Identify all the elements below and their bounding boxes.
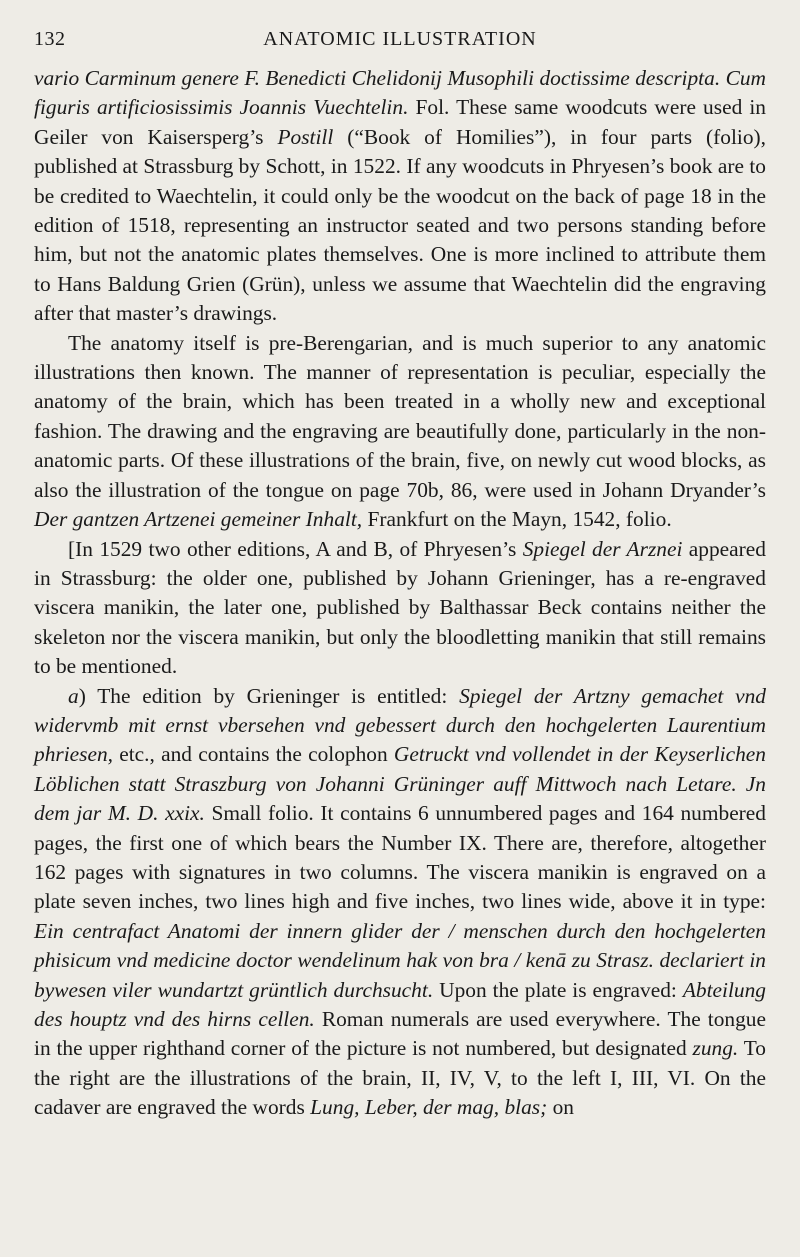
- text-run: [In 1529 two other editions, A and B, of Phryesen’s: [68, 536, 523, 561]
- running-title: ANATOMIC ILLUSTRATION: [263, 28, 537, 50]
- text-run: Roman numerals are used everywhere. The tongue in the upper righthand corner of the picture is not numbered, but designated: [34, 1007, 766, 1061]
- text-run: on: [547, 1095, 574, 1120]
- paragraph: [34, 535, 766, 682]
- text-run: Upon the plate is engraved:: [433, 977, 683, 1002]
- body-text: [34, 64, 766, 1123]
- italic-text: Abteilung des houptz vnd des hirns cellen.: [34, 977, 766, 1031]
- paragraph: [34, 682, 766, 1123]
- paragraph: [34, 64, 766, 329]
- text-run: Small folio. It contains 6 unnumbered pages and 164 numbered pages, the first one of which bears the Number IX. There are, therefore, altogether 162 pages with signatures in two columns. The viscera manikin is engraved on a plate seven inches, two lines high and five inches, two lines wide, above it in type:: [34, 801, 766, 914]
- running-header: [34, 24, 766, 64]
- italic-text: zung.: [692, 1036, 739, 1061]
- text-run: Fol. These same woodcuts were used in Geiler von Kaisersperg’s: [34, 95, 766, 149]
- paragraph: [34, 329, 766, 535]
- text-run: Frankfurt on the Mayn, 1542, folio.: [362, 507, 672, 532]
- italic-text: Ein centrafact Anatomi der innern glider der / menschen durch den hochgelerten phisicum vnd medicine doctor wendelinum hak von bra / kenā zu Strasz. declariert in bywesen viler wundartzt grüntlich durchsucht.: [34, 918, 766, 1002]
- text-run: To the right are the illustrations of the brain, II, IV, V, to the left I, III, VI. On the cadaver are engraved the words: [34, 1036, 766, 1120]
- italic-text: Getruckt vnd vollendet in der Keyserlichen Löblichen statt Straszburg von Johanni Grüninger auff Mittwoch nach Letare. Jn dem jar M. D. xxix.: [34, 742, 766, 826]
- page-number: 132: [34, 28, 66, 50]
- italic-text: Spiegel der Artzny gemachet vnd widervmb mit ernst vbersehen vnd gebessert durch den hochgelerten Laurentium phriesen,: [34, 683, 767, 767]
- italic-text: Postill: [277, 124, 334, 149]
- text-run: The anatomy itself is pre-Berengarian, and is much superior to any anatomic illustrations then known. The manner of representation is peculiar, especially the anatomy of the brain, which has been treated in a wholly new and exceptional fashion. The drawing and the engraving are beautifully done, particularly in the non-anatomic parts. Of these illustrations of the brain, five, on newly cut wood blocks, as also the illustration of the tongue on page 70b, 86, were used in Johann Dryander’s: [34, 330, 766, 502]
- text-run: ) The edition by Grieninger is entitled:: [78, 683, 460, 708]
- italic-text: vario Carminum genere F. Benedicti Chelidonij Musophili doctissime descripta. Cum figuris artificiosissimis Joannis Vuechtelin.: [34, 66, 766, 120]
- italic-text: a: [68, 683, 79, 708]
- italic-text: Der gantzen Artzenei gemeiner Inhalt,: [34, 507, 363, 532]
- text-run: (“Book of Homilies”), in four parts (folio), published at Strassburg by Schott, in 1522. If any woodcuts in Phryesen’s book are to be credited to Waechtelin, it could only be the woodcut on the back of page 18 in the edition of 1518, representing an instructor seated and two persons standing before him, but not the anatomic plates themselves. One is more inclined to attribute them to Hans Baldung Grien (Grün), unless we assume that Waechtelin did the engraving after that master’s drawings.: [34, 124, 766, 326]
- italic-text: Spiegel der Arznei: [522, 536, 683, 561]
- text-run: etc., and contains the colophon: [113, 742, 394, 767]
- italic-text: Lung, Leber, der mag, blas;: [310, 1095, 548, 1120]
- text-run: appeared in Strassburg: the older one, published by Johann Grieninger, has a re-engraved viscera manikin, the later one, published by Balthassar Beck contains neither the skeleton nor the viscera manikin, but only the bloodletting manikin that still remains to be mentioned.: [34, 536, 766, 679]
